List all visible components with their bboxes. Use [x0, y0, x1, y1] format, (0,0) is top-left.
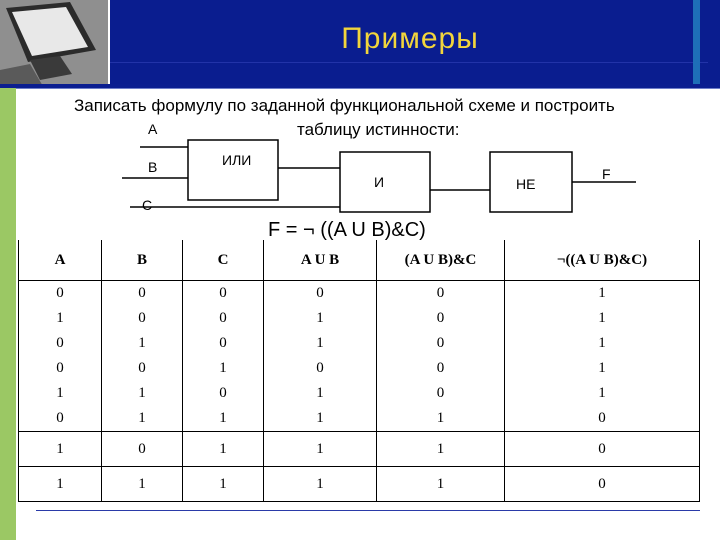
- table-cell: 1: [19, 467, 102, 502]
- table-cell: 1: [264, 467, 377, 502]
- table-cell: 0: [377, 381, 505, 406]
- table-cell: 1: [377, 467, 505, 502]
- table-cell: 0: [183, 281, 264, 307]
- table-cell: 1: [264, 331, 377, 356]
- table-cell: 1: [19, 381, 102, 406]
- table-row: [19, 467, 700, 502]
- column-header: B: [102, 240, 183, 281]
- input-label-b: B: [148, 159, 158, 175]
- table-cell: 1: [183, 406, 264, 432]
- table-row: [19, 381, 700, 406]
- column-header: A: [19, 240, 102, 281]
- table-cell: 0: [102, 432, 183, 467]
- not-gate-label: НЕ: [516, 176, 536, 192]
- table-cell: 0: [19, 356, 102, 381]
- table-cell: 0: [505, 467, 700, 502]
- table-cell: 0: [19, 281, 102, 307]
- table-cell: 1: [264, 432, 377, 467]
- table-cell: 1: [377, 432, 505, 467]
- table-cell: 1: [19, 432, 102, 467]
- footer-rule: [36, 510, 700, 511]
- formula: F = ¬ ((A U B)&C): [268, 219, 426, 241]
- table-cell: 1: [102, 467, 183, 502]
- table-cell: 1: [505, 356, 700, 381]
- table-cell: 0: [19, 331, 102, 356]
- or-gate-box: [188, 140, 278, 200]
- table-cell: 1: [505, 306, 700, 331]
- table-cell: 1: [264, 381, 377, 406]
- table-cell: 1: [102, 381, 183, 406]
- table-cell: 0: [102, 281, 183, 307]
- and-gate-box: [340, 152, 430, 212]
- table-row: [19, 306, 700, 331]
- table-cell: 1: [264, 406, 377, 432]
- input-label-c: C: [142, 197, 153, 213]
- table-cell: 1: [102, 406, 183, 432]
- slide-title: Примеры: [341, 22, 479, 55]
- table-cell: 0: [102, 356, 183, 381]
- table-row: [19, 406, 700, 432]
- output-label-f: F: [602, 166, 611, 182]
- table-cell: 0: [183, 331, 264, 356]
- table-cell: 1: [183, 356, 264, 381]
- truth-table-header-row: [19, 240, 700, 281]
- table-cell: 1: [19, 306, 102, 331]
- table-row: [19, 432, 700, 467]
- and-gate-label: И: [374, 174, 385, 190]
- table-cell: 1: [505, 281, 700, 307]
- table-row: [19, 281, 700, 307]
- table-cell: 0: [19, 406, 102, 432]
- table-cell: 0: [264, 356, 377, 381]
- table-cell: 0: [102, 306, 183, 331]
- table-cell: 1: [264, 306, 377, 331]
- truth-table: [18, 240, 700, 502]
- input-label-a: A: [148, 121, 158, 137]
- table-cell: 0: [377, 281, 505, 307]
- column-header: (A U B)&C: [377, 240, 505, 281]
- table-cell: 0: [183, 306, 264, 331]
- table-cell: 0: [183, 381, 264, 406]
- column-header: ¬((A U B)&C): [505, 240, 700, 281]
- table-cell: 0: [505, 406, 700, 432]
- table-cell: 1: [505, 331, 700, 356]
- table-cell: 0: [377, 356, 505, 381]
- table-cell: 1: [505, 381, 700, 406]
- task-line-1: Записать формулу по заданной функциональной схеме и построить: [74, 96, 615, 115]
- table-cell: 1: [183, 467, 264, 502]
- table-cell: 0: [264, 281, 377, 307]
- table-row: [19, 331, 700, 356]
- table-cell: 0: [377, 306, 505, 331]
- or-gate-label: ИЛИ: [222, 152, 252, 168]
- table-row: [19, 356, 700, 381]
- table-cell: 1: [102, 331, 183, 356]
- task-line-2: таблицу истинности:: [297, 120, 460, 139]
- logic-circuit-diagram: [0, 0, 720, 240]
- table-cell: 1: [183, 432, 264, 467]
- table-cell: 0: [505, 432, 700, 467]
- table-cell: 0: [377, 331, 505, 356]
- table-cell: 1: [377, 406, 505, 432]
- column-header: C: [183, 240, 264, 281]
- column-header: A U B: [264, 240, 377, 281]
